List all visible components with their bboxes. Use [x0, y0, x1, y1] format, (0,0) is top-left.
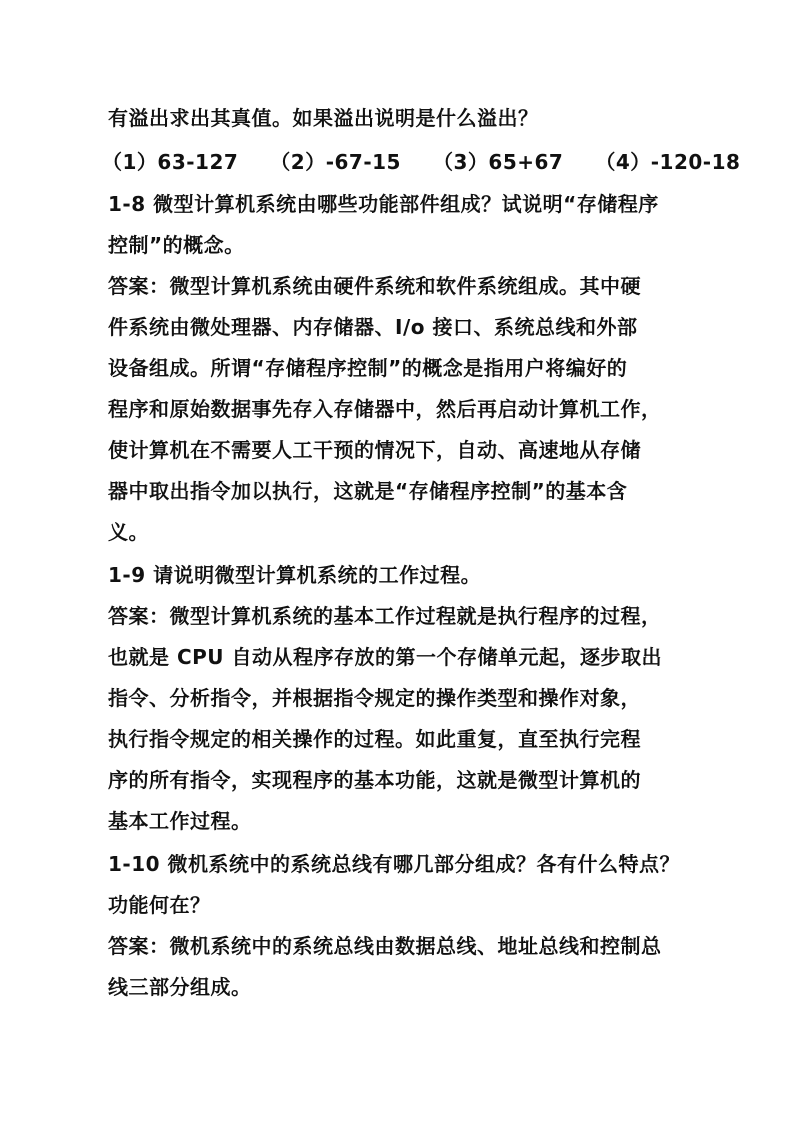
option-4: （4）-120-18	[595, 150, 741, 174]
answer-1-9-line-3: 指令、分析指令，并根据指令规定的操作类型和操作对象，	[108, 686, 641, 710]
answer-1-8-line-3: 设备组成。所谓“存储程序控制”的概念是指用户将编好的	[108, 356, 628, 380]
answer-1-10-line-2: 线三部分组成。	[108, 975, 252, 999]
answer-1-9-line-1: 答案：微型计算机系统的基本工作过程就是执行程序的过程，	[108, 604, 662, 628]
answer-1-8-line-7: 义。	[108, 520, 149, 544]
question-1-9: 1-9 请说明微型计算机系统的工作过程。	[108, 563, 482, 587]
answer-1-8-line-4: 程序和原始数据事先存入存储器中，然后再启动计算机工作，	[108, 397, 662, 421]
answer-1-9-line-5: 序的所有指令，实现程序的基本功能，这就是微型计算机的	[108, 768, 641, 792]
answer-1-9-line-4: 执行指令规定的相关操作的过程。如此重复，直至执行完程	[108, 727, 641, 751]
answer-1-10-line-1: 答案：微机系统中的系统总线由数据总线、地址总线和控制总	[108, 934, 662, 958]
question-1-8-line-1: 1-8 微型计算机系统由哪些功能部件组成？试说明“存储程序	[108, 192, 659, 216]
answer-1-8-line-2: 件系统由微处理器、内存储器、I/o 接口、系统总线和外部	[108, 315, 638, 339]
answer-1-8-line-1: 答案：微型计算机系统由硬件系统和软件系统组成。其中硬	[108, 274, 641, 298]
question-1-10-line-2: 功能何在？	[108, 893, 211, 917]
exercise-options	[102, 148, 772, 176]
answer-1-9-line-6: 基本工作过程。	[108, 809, 252, 833]
answer-1-8-line-6: 器中取出指令加以执行，这就是“存储程序控制”的基本含	[108, 479, 628, 503]
answer-1-9-line-2: 也就是 CPU 自动从程序存放的第一个存储单元起，逐步取出	[108, 645, 663, 669]
option-2: （2）-67-15	[270, 150, 401, 174]
question-1-8-line-2: 控制”的概念。	[108, 233, 245, 257]
answer-1-8-line-5: 使计算机在不需要人工干预的情况下，自动、高速地从存储	[108, 438, 641, 462]
option-3: （3）65+67	[432, 150, 564, 174]
question-1-10-line-1: 1-10 微机系统中的系统总线有哪几部分组成？各有什么特点？	[108, 852, 681, 876]
option-1: （1）63-127	[102, 150, 239, 174]
text-line: 有溢出求出其真值。如果溢出说明是什么溢出？	[108, 106, 539, 130]
